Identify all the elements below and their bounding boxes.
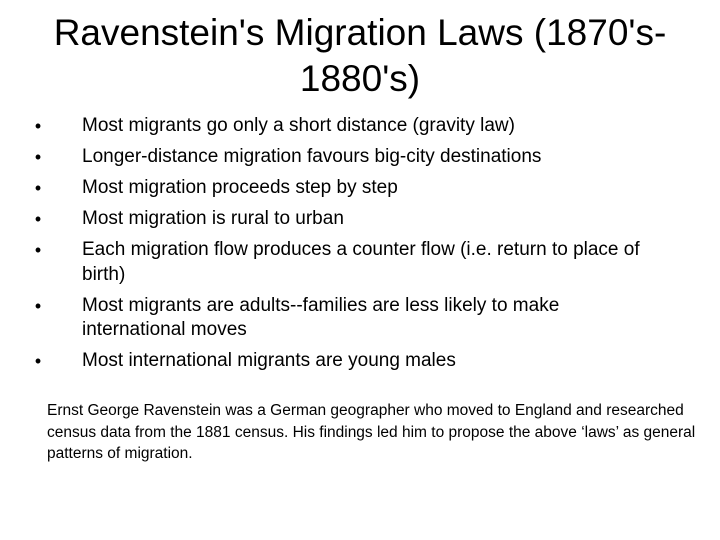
list-item — [0, 145, 652, 170]
list-item-text: Most migration proceeds step by step — [82, 177, 398, 198]
list-item-text: Most international migrants are young males — [82, 350, 456, 371]
list-item — [0, 176, 652, 201]
migration-laws-list — [0, 114, 720, 380]
list-item-text: Longer-distance migration favours big-city destinations — [82, 146, 542, 167]
bullet-icon: • — [34, 351, 42, 371]
bullet-icon: • — [34, 240, 42, 260]
list-item — [0, 294, 652, 343]
bullet-icon: • — [34, 116, 42, 136]
list-item-text: Most migrants are adults--families are less likely to make international moves — [82, 294, 560, 340]
list-item — [0, 238, 652, 287]
caption-text: Ernst George Ravenstein was a German geographer who moved to England and researched census data from the 1881 census. His findings led him to propose the above ‘laws’ as general patterns of migration. — [47, 402, 696, 462]
slide-title: Ravenstein's Migration Laws (1870's-1880's) — [53, 12, 667, 99]
list-item — [0, 349, 652, 374]
bullet-icon: • — [34, 209, 42, 229]
list-item — [0, 114, 652, 139]
bullet-icon: • — [34, 147, 42, 167]
list-item-text: Each migration flow produces a counter flow (i.e. return to place of birth) — [82, 239, 640, 285]
bullet-icon: • — [34, 178, 42, 198]
bullet-icon: • — [34, 295, 42, 316]
list-item-text: Most migration is rural to urban — [82, 208, 344, 229]
list-item-text: Most migrants go only a short distance (gravity law) — [82, 115, 515, 136]
list-item — [0, 207, 652, 232]
